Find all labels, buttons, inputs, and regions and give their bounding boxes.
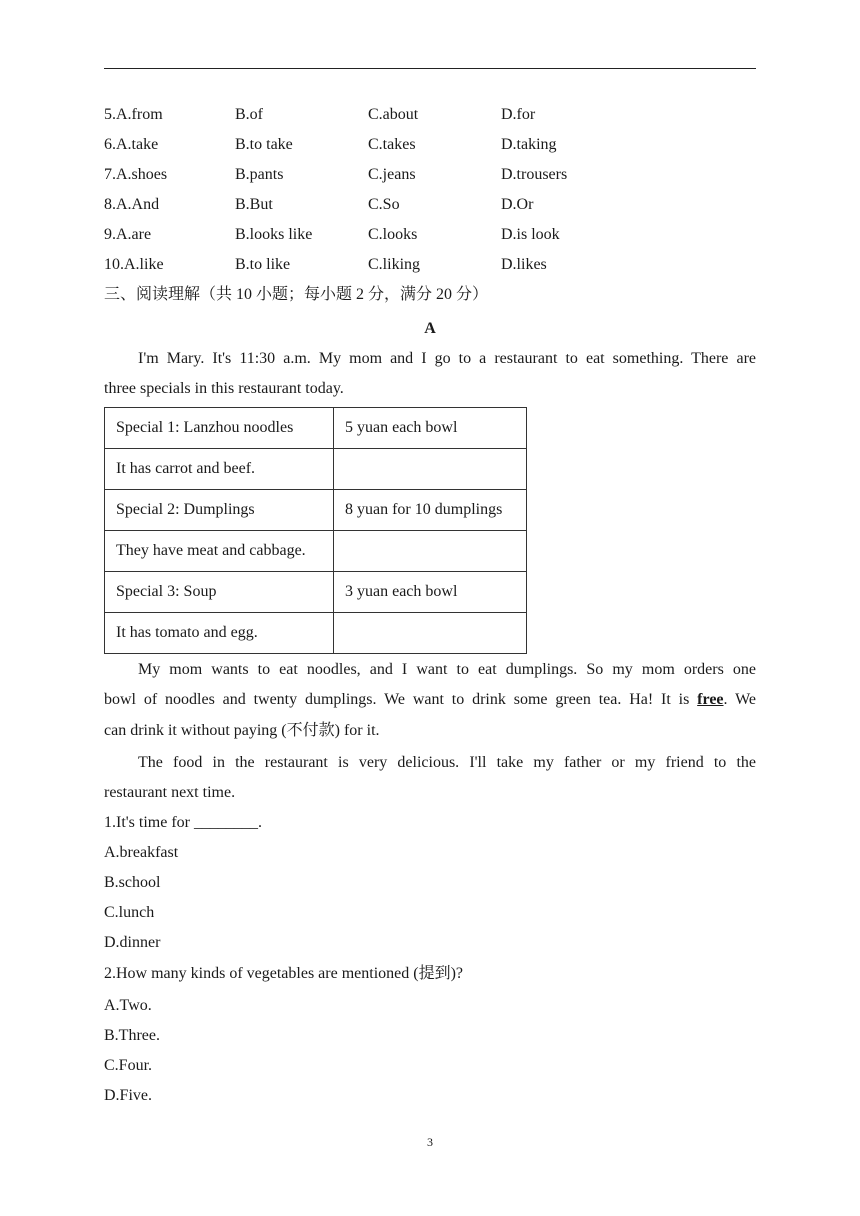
option-row-10 [104, 254, 756, 276]
option-c: C.liking [368, 256, 421, 273]
table-cell: Special 3: Soup [105, 572, 334, 613]
question-1-choice: C.lunch [104, 904, 155, 921]
option-row-6 [104, 134, 756, 156]
specials-table [104, 407, 527, 654]
intro-line-1: I'm Mary. It's 11:30 a.m. My mom and I go to a restaurant to eat something. There are [138, 350, 756, 367]
option-a: 7.A.shoes [104, 166, 168, 183]
option-c: C.takes [368, 136, 416, 153]
option-b: B.pants [235, 166, 284, 183]
question-2-choice: A.Two. [104, 997, 152, 1014]
para3-line-2: restaurant next time. [104, 784, 236, 801]
table-cell: It has tomato and egg. [105, 613, 334, 654]
table-cell: They have meat and cabbage. [105, 531, 334, 572]
option-b: B.to take [235, 136, 293, 153]
table-cell: 3 yuan each bowl [334, 572, 527, 613]
table-row [105, 572, 527, 613]
option-c: C.looks [368, 226, 418, 243]
header-rule [104, 68, 756, 69]
para3-line-1: The food in the restaurant is very delicious. I'll take my father or my friend to the [138, 754, 756, 771]
passage-label: A [424, 320, 436, 337]
option-d: D.likes [501, 256, 547, 273]
question-1-choice: D.dinner [104, 934, 161, 951]
table-cell [334, 531, 527, 572]
option-row-7 [104, 164, 756, 186]
option-b: B.of [235, 106, 263, 123]
option-b: B.looks like [235, 226, 313, 243]
question-2-stem: 2.How many kinds of vegetables are mentioned (提到)? [104, 965, 464, 982]
table-row [105, 449, 527, 490]
table-cell [334, 613, 527, 654]
option-d: D.trousers [501, 166, 568, 183]
option-a: 8.A.And [104, 196, 160, 213]
option-d: D.Or [501, 196, 534, 213]
option-c: C.So [368, 196, 400, 213]
table-row [105, 531, 527, 572]
question-1-stem: 1.It's time for ________. [104, 814, 262, 831]
table-row [105, 408, 527, 449]
table-row [105, 490, 527, 531]
option-a: 9.A.are [104, 226, 152, 243]
option-c: C.about [368, 106, 419, 123]
table-row [105, 613, 527, 654]
question-2-choice: D.Five. [104, 1087, 152, 1104]
question-1-choice: B.school [104, 874, 161, 891]
question-2-choice: C.Four. [104, 1057, 153, 1074]
option-row-8 [104, 194, 756, 216]
option-row-9 [104, 224, 756, 246]
page-number: 3 [427, 1135, 433, 1149]
option-a: 5.A.from [104, 106, 163, 123]
option-a: 6.A.take [104, 136, 159, 153]
section-heading: 三、阅读理解（共 10 小题；每小题 2 分，满分 20 分） [104, 286, 489, 303]
table-cell: It has carrot and beef. [105, 449, 334, 490]
table-cell: Special 2: Dumplings [105, 490, 334, 531]
intro-line-2: three specials in this restaurant today. [104, 380, 344, 397]
para2-line-3: can drink it without paying (不付款) for it. [104, 722, 380, 739]
option-b: B.to like [235, 256, 291, 273]
option-d: D.taking [501, 136, 557, 153]
table-cell: Special 1: Lanzhou noodles [105, 408, 334, 449]
para2-text: bowl of noodles and twenty dumplings. We want to drink some green tea. Ha! It is [104, 691, 698, 708]
table-cell: 5 yuan each bowl [334, 408, 527, 449]
para2-line-2 [104, 689, 756, 711]
option-a: 10.A.like [104, 256, 164, 273]
table-cell [334, 449, 527, 490]
option-c: C.jeans [368, 166, 416, 183]
free-word: free [697, 691, 724, 708]
table-cell: 8 yuan for 10 dumplings [334, 490, 527, 531]
option-row-5 [104, 104, 756, 126]
para2-line-1: My mom wants to eat noodles, and I want to eat dumplings. So my mom orders one [138, 661, 756, 678]
option-b: B.But [235, 196, 273, 213]
para2-text-end: . We [723, 691, 756, 708]
question-1-choice: A.breakfast [104, 844, 179, 861]
option-d: D.is look [501, 226, 560, 243]
option-d: D.for [501, 106, 536, 123]
question-2-choice: B.Three. [104, 1027, 160, 1044]
